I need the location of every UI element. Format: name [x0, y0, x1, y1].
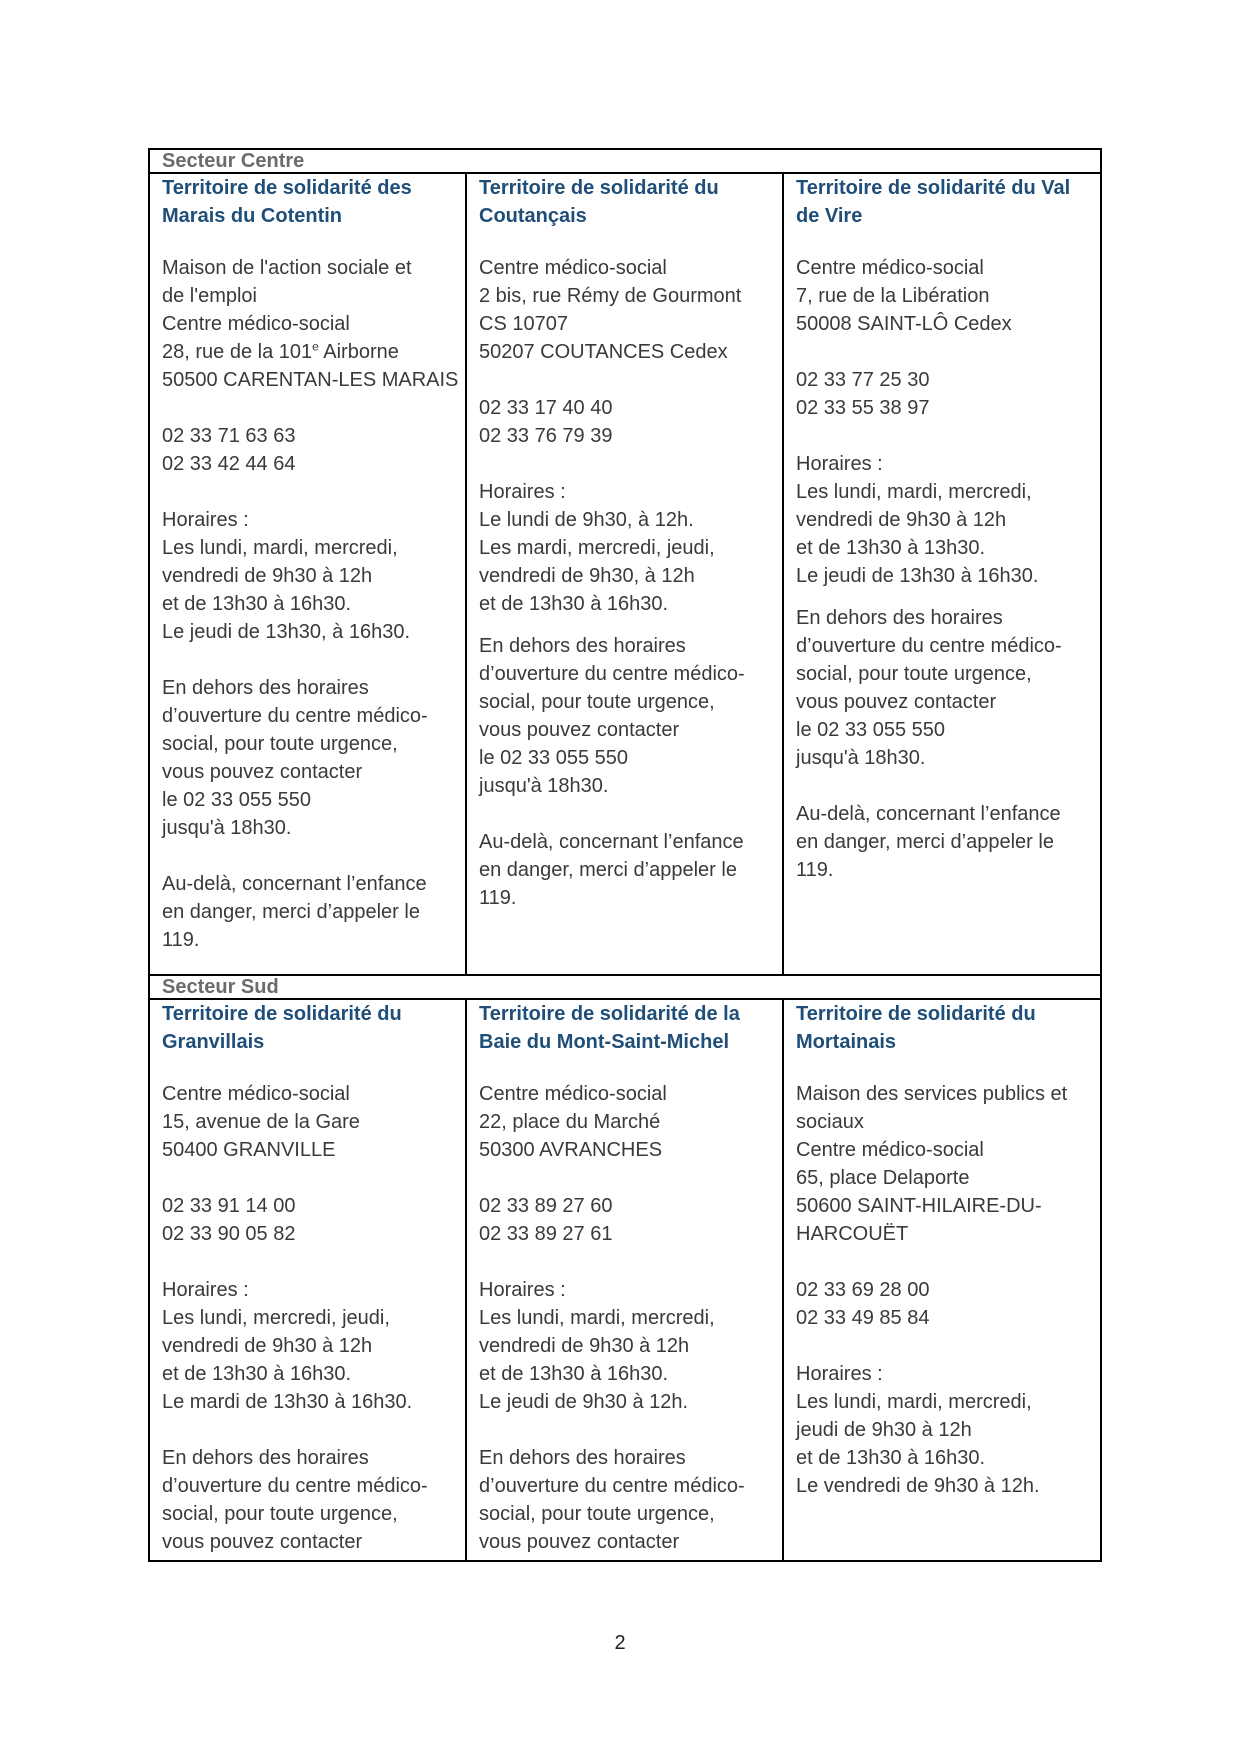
address-block: Centre médico-social 22, place du Marché 50300 AVRANCHES: [479, 1083, 667, 1161]
territory-title: Territoire de solidarité du Mortainais: [796, 1003, 1036, 1053]
sector-header-centre: [149, 149, 1101, 173]
territory-cell-baie-du-mont-saint-michel: [466, 999, 783, 1561]
child-protection-block: Au-delà, concernant l’enfance en danger, merci d’appeler le 119.: [162, 873, 427, 951]
phone-number: 02 33 17 40 40: [479, 397, 613, 419]
hours-block: Horaires : Les lundi, mardi, mercredi, vendredi de 9h30 à 12h et de 13h30 à 16h30. Le jeudi de 13h30, à 16h30.: [162, 509, 410, 643]
address-block: Maison de l'action sociale et de l'emploi Centre médico-social 28, rue de la 101e Airborne 50500 CARENTAN-LES MARAIS: [162, 257, 459, 391]
phone-block: [796, 1276, 1090, 1332]
phone-block: [479, 1192, 772, 1248]
territory-title: Territoire de solidarité du Val de Vire: [796, 177, 1071, 227]
phone-number: 02 33 89 27 61: [479, 1223, 613, 1245]
hours-block: Horaires : Les lundi, mercredi, jeudi, vendredi de 9h30 à 12h et de 13h30 à 16h30. Le mardi de 13h30 à 16h30.: [162, 1279, 413, 1413]
phone-number: 02 33 55 38 97: [796, 397, 930, 419]
territory-cell-coutancais: [466, 173, 783, 975]
address-block: Centre médico-social 15, avenue de la Gare 50400 GRANVILLE: [162, 1083, 360, 1161]
address-block: Maison des services publics et sociaux Centre médico-social 65, place Delaporte 50600 SAINT-HILAIRE-DU- HARCOUËT: [796, 1083, 1068, 1245]
sector-title: Secteur Sud: [162, 976, 279, 998]
phone-number: 02 33 49 85 84: [796, 1307, 930, 1329]
child-protection-block: Au-delà, concernant l’enfance en danger, merci d’appeler le 119.: [796, 803, 1061, 881]
hours-block: Horaires : Le lundi de 9h30, à 12h. Les mardi, mercredi, jeudi, vendredi de 9h30, à 12h et de 13h30 à 16h30.: [479, 481, 715, 615]
phone-number: 02 33 91 14 00: [162, 1195, 296, 1217]
sectors-table: [148, 148, 1102, 1562]
territory-title: Territoire de solidarité du Granvillais: [162, 1003, 402, 1053]
sector-header-row: [149, 149, 1101, 173]
territory-title: Territoire de solidarité de la Baie du Mont-Saint-Michel: [479, 1003, 740, 1053]
emergency-block: En dehors des horaires d’ouverture du centre médico- social, pour toute urgence, vous pouvez contacter le 02 33 055 550 jusqu'à 18h30.: [796, 607, 1062, 769]
hours-block: Horaires : Les lundi, mardi, mercredi, vendredi de 9h30 à 12h et de 13h30 à 16h30. Le jeudi de 9h30 à 12h.: [479, 1279, 715, 1413]
phone-number: 02 33 71 63 63: [162, 425, 296, 447]
territory-cell-marais-du-cotentin: [149, 173, 466, 975]
sector-row-sud: [149, 999, 1101, 1561]
address-block: Centre médico-social 7, rue de la Libération 50008 SAINT-LÔ Cedex: [796, 257, 1012, 335]
phone-number: 02 33 76 79 39: [479, 425, 613, 447]
phone-number: 02 33 89 27 60: [479, 1195, 613, 1217]
territory-cell-mortainais: [783, 999, 1101, 1561]
page-number: 2: [614, 1632, 626, 1654]
sector-title: Secteur Centre: [162, 150, 305, 172]
emergency-block: En dehors des horaires d’ouverture du centre médico- social, pour toute urgence, vous pouvez contacter: [479, 1447, 745, 1553]
street-address: 28, rue de la 101e Airborne: [162, 339, 399, 363]
hours-block: Horaires : Les lundi, mardi, mercredi, vendredi de 9h30 à 12h et de 13h30 à 13h30. Le jeudi de 13h30 à 16h30.: [796, 453, 1039, 587]
territory-title: Territoire de solidarité des Marais du Cotentin: [162, 177, 412, 227]
emergency-block: En dehors des horaires d’ouverture du centre médico- social, pour toute urgence, vous pouvez contacter: [162, 1447, 428, 1553]
address-block: Centre médico-social 2 bis, rue Rémy de Gourmont CS 10707 50207 COUTANCES Cedex: [479, 257, 742, 363]
phone-block: [796, 366, 1090, 422]
child-protection-block: Au-delà, concernant l’enfance en danger, merci d’appeler le 119.: [479, 831, 744, 909]
phone-number: 02 33 42 44 64: [162, 453, 296, 475]
phone-block: [162, 422, 455, 478]
territory-cell-val-de-vire: [783, 173, 1101, 975]
phone-number: 02 33 90 05 82: [162, 1223, 296, 1245]
territory-title: Territoire de solidarité du Coutançais: [479, 177, 719, 227]
sector-row-centre: [149, 173, 1101, 975]
phone-number: 02 33 77 25 30: [796, 369, 930, 391]
sector-header-row: [149, 975, 1101, 999]
emergency-block: En dehors des horaires d’ouverture du centre médico- social, pour toute urgence, vous pouvez contacter le 02 33 055 550 jusqu'à 18h30.: [479, 635, 745, 797]
phone-block: [162, 1192, 455, 1248]
phone-block: [479, 394, 772, 450]
phone-number: 02 33 69 28 00: [796, 1279, 930, 1301]
sector-header-sud: [149, 975, 1101, 999]
territory-cell-granvillais: [149, 999, 466, 1561]
emergency-block: En dehors des horaires d’ouverture du centre médico- social, pour toute urgence, vous pouvez contacter le 02 33 055 550 jusqu'à 18h30.: [162, 677, 428, 839]
hours-block: Horaires : Les lundi, mardi, mercredi, jeudi de 9h30 à 12h et de 13h30 à 16h30. Le vendredi de 9h30 à 12h.: [796, 1363, 1040, 1497]
